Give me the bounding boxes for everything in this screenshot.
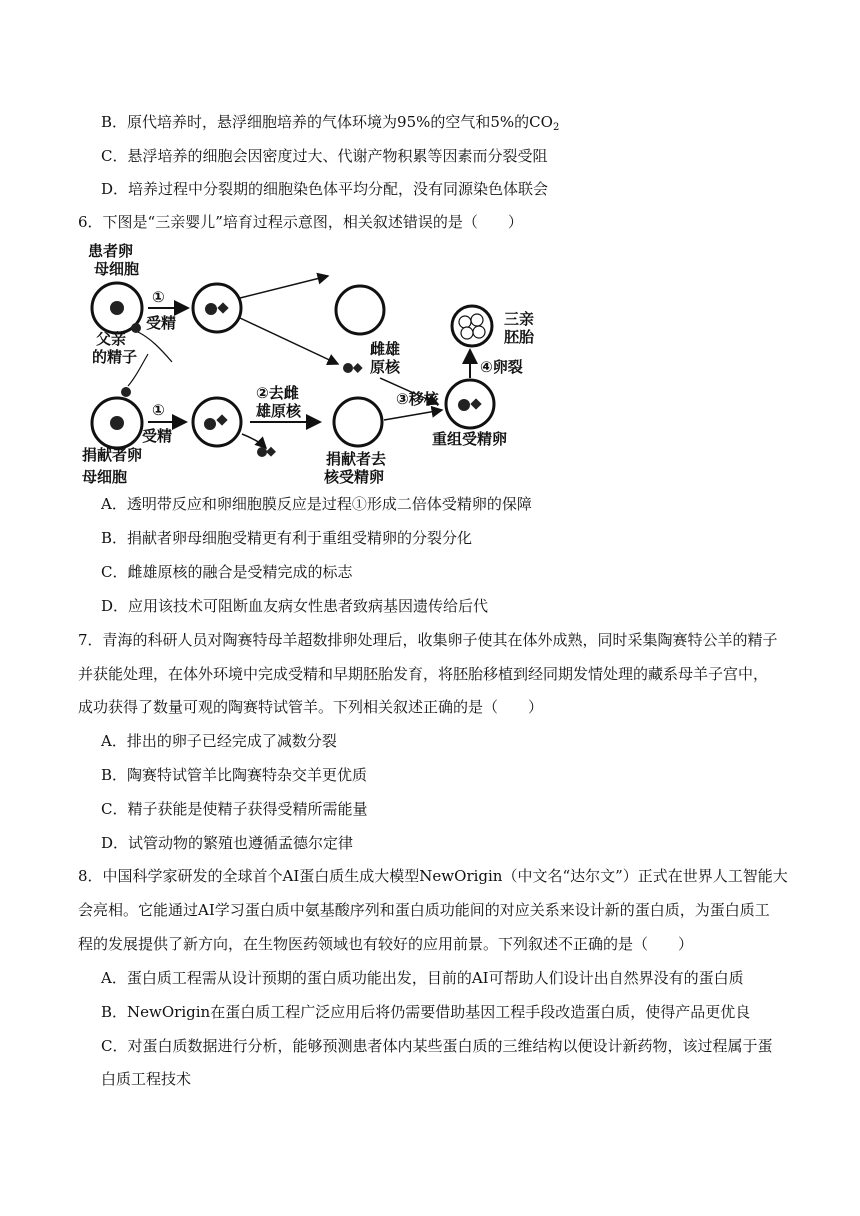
arrow-removed-pronuclei: [242, 434, 266, 448]
pronuclei-label-2: 原核: [370, 358, 401, 376]
q8-option-b: B．NewOrigin在蛋白质工程广泛应用后将仍需要借助基因工程手段改造蛋白质，使得产品更优良: [101, 1003, 751, 1021]
removed-male-pronucleus: [266, 447, 276, 457]
embryo-blastomere-1: [459, 316, 471, 328]
patient-egg-label-1: 患者卵: [88, 242, 134, 260]
q7-option-b: B．陶赛特试管羊比陶赛特杂交羊更优质: [101, 766, 368, 784]
q7-stem-line-3: 成功获得了数量可观的陶赛特试管羊。下列相关叙述正确的是（ ）: [78, 698, 544, 716]
pronuclei-female: [343, 363, 353, 373]
q5-option-d: D．培养过程中分裂期的细胞染色体平均分配，没有同源染色体联会: [101, 180, 549, 198]
q7-option-c: C．精子获能是使精子获得受精所需能量: [101, 800, 368, 818]
embryo-cell: [452, 306, 492, 346]
q8-stem-line-2: 会亮相。它能通过AI学习蛋白质中氨基酸序列和蛋白质功能间的对应关系来设计新的蛋白质，为蛋白质工: [78, 901, 770, 919]
donor-enucleated-zygote: [334, 398, 382, 446]
step1-top-label: 受精: [146, 314, 177, 332]
donor-zygote-cell: [193, 398, 241, 446]
donor-egg-label-1: 捐献者卵: [82, 446, 143, 464]
reconstructed-zygote: [446, 380, 494, 428]
step2-label-2: 雄原核: [256, 402, 302, 420]
q5-option-c: C．悬浮培养的细胞会因密度过大、代谢产物积累等因素而分裂受阻: [101, 147, 548, 165]
reconstructed-label: 重组受精卵: [432, 430, 508, 448]
patient-egg-label-2: 母细胞: [94, 260, 140, 278]
pronuclei-label-1: 雌雄: [370, 340, 401, 358]
embryo-label-2: 胚胎: [504, 328, 535, 346]
step1-top-number: ①: [152, 288, 165, 306]
patient-egg-nucleus: [110, 301, 124, 315]
removed-female-pronucleus: [257, 447, 267, 457]
q7-option-d: D．试管动物的繁殖也遵循孟德尔定律: [101, 834, 354, 852]
embryo-blastomere-2: [471, 314, 483, 326]
q8-stem-line-1: 8．中国科学家研发的全球首个AI蛋白质生成大模型NewOrigin（中文名“达尔文”）正式在世界人工智能大: [78, 867, 788, 885]
q5-option-b-text: B．原代培养时，悬浮细胞培养的气体环境为95%的空气和5%的CO: [101, 113, 553, 131]
step2-label-1: ②去雌: [256, 384, 299, 402]
step1-bottom-number: ①: [152, 401, 165, 419]
q6-option-a: A．透明带反应和卵细胞膜反应是过程①形成二倍体受精卵的保障: [101, 495, 532, 513]
q5-option-b-subscript: 2: [552, 122, 560, 133]
q6-option-d: D．应用该技术可阻断血友病女性患者致病基因遗传给后代: [101, 597, 489, 615]
donor-enucleated-label-1: 捐献者去: [326, 450, 387, 468]
father-sperm-label-1: 父亲: [96, 330, 127, 348]
step1-bottom-label: 受精: [142, 427, 173, 445]
arrow-to-empty-cell: [240, 276, 328, 298]
three-parent-baby-diagram: [80, 238, 560, 468]
embryo-blastomere-3: [461, 327, 473, 339]
sperm-tail-top: [138, 332, 172, 362]
q8-stem-line-3: 程的发展提供了新方向，在生物医药领域也有较好的应用前景。下列叙述不正确的是（ ）: [78, 935, 694, 953]
patient-zygote-cell: [193, 284, 241, 332]
patient-zygote-female-pronucleus: [205, 303, 217, 315]
q8-option-c-line-1: C．对蛋白质数据进行分析，能够预测患者体内某些蛋白质的三维结构以便设计新药物，该过程属于蛋: [101, 1037, 773, 1055]
reconstructed-female-pronucleus: [458, 399, 470, 411]
embryo-blastomere-4: [473, 326, 485, 338]
pronuclei-male: [353, 363, 363, 373]
sperm-head-bottom: [121, 387, 131, 397]
donor-egg-label-2: 母细胞: [82, 468, 128, 486]
q6-option-c: C．雌雄原核的融合是受精完成的标志: [101, 563, 353, 581]
step4-label: ④卵裂: [480, 358, 523, 376]
enucleated-patient-cell: [336, 286, 384, 334]
sperm-head-top: [131, 323, 141, 333]
arrow-to-pronuclei: [240, 318, 338, 364]
q8-option-c-line-2: 白质工程技术: [101, 1070, 192, 1088]
q5-option-b: [101, 112, 559, 138]
arrow-donor-to-reconstructed: [384, 410, 442, 420]
embryo-label-1: 三亲: [504, 310, 535, 328]
q7-option-a: A．排出的卵子已经完成了减数分裂: [101, 732, 337, 750]
donor-egg-nucleus: [110, 416, 124, 430]
donor-zygote-female-pronucleus: [204, 418, 216, 430]
q8-option-a: A．蛋白质工程需从设计预期的蛋白质功能出发，目前的AI可帮助人们设计出自然界没有的蛋白质: [101, 969, 744, 987]
q6-option-b: B．捐献者卵母细胞受精更有利于重组受精卵的分裂分化: [101, 529, 473, 547]
q7-stem-line-2: 并获能处理，在体外环境中完成受精和早期胚胎发育，将胚胎移植到经同期发情处理的藏系母羊子宫中，: [78, 665, 769, 683]
q7-stem-line-1: 7．青海的科研人员对陶赛特母羊超数排卵处理后，收集卵子使其在体外成熟，同时采集陶赛特公羊的精子: [78, 631, 778, 649]
q6-stem: 6．下图是“三亲婴儿”培育过程示意图，相关叙述错误的是（ ）: [78, 213, 523, 231]
father-sperm-label-2: 的精子: [92, 348, 138, 366]
step3-label: ③移核: [396, 390, 439, 408]
donor-enucleated-label-2: 核受精卵: [324, 468, 385, 486]
